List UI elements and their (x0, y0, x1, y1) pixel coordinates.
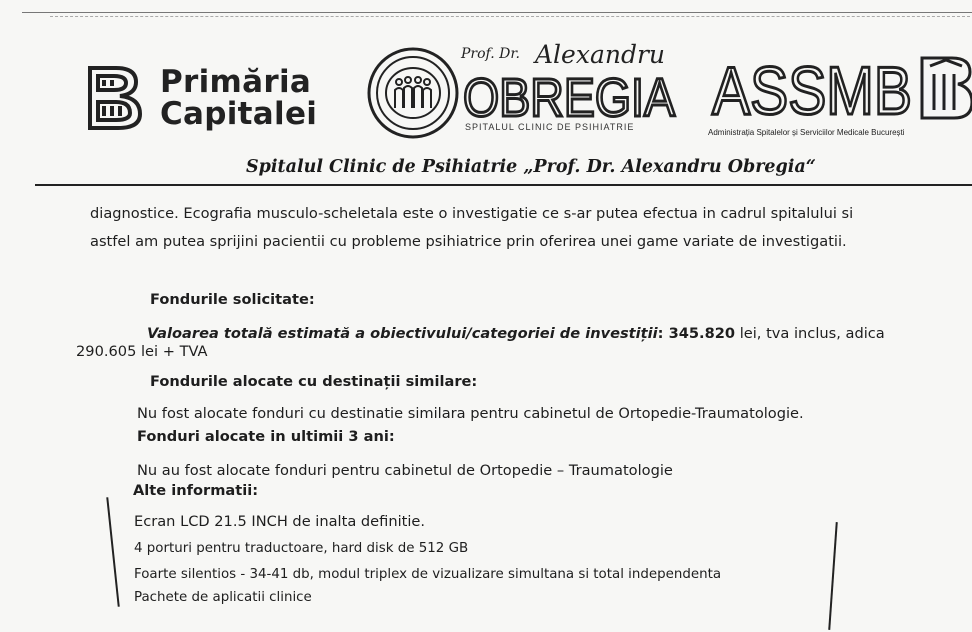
last3-years-heading: Fonduri alocate in ultimii 3 ani: (137, 428, 395, 445)
obregia-firstname: Alexandru (535, 40, 666, 69)
intro-line-2: astfel am putea sprijini pacientii cu probleme psihiatrice prin oferirea unei game variate de investigatii. (90, 233, 847, 250)
similar-funds-heading: Fondurile alocate cu destinații similare: (150, 373, 478, 390)
assmb-building-icon (922, 58, 972, 118)
obregia-prefix: Prof. Dr. (461, 46, 520, 62)
other-info-heading: Alte informatii: (133, 482, 259, 499)
other-info-item: Foarte silentios - 34-41 db, modul triplex de vizualizare simultana si total independenta (134, 567, 722, 582)
total-value-line: Valoarea totală estimată a obiectivului/categoriei de investiții: 345.820 lei, tva inclus, adica (147, 325, 885, 342)
page-top-edge-dashed (50, 16, 970, 17)
total-value-amount: 345.820 (668, 325, 736, 342)
assmb-subtitle: Administrația Spitalelor și Serviciilor Medicale București (708, 128, 905, 137)
header-divider (35, 184, 972, 186)
total-value-line-2: 290.605 lei + TVA (76, 343, 208, 360)
assmb-wordmark: ASSMB (712, 53, 912, 126)
obregia-subtitle: SPITALUL CLINIC DE PSIHIATRIE (465, 122, 635, 132)
other-info-item: Pachete de aplicatii clinice (134, 590, 312, 605)
margin-bracket-left (106, 497, 119, 607)
similar-funds-text: Nu fost alocate fonduri cu destinatie similara pentru cabinetul de Ortopedie-Traumatologie. (137, 405, 804, 422)
hospital-title: Spitalul Clinic de Psihiatrie „Prof. Dr. Alexandru Obregia“ (246, 157, 816, 177)
page-top-edge (22, 12, 972, 13)
primaria-emblem-icon (84, 62, 146, 134)
margin-bracket-right (828, 522, 838, 630)
primaria-capitalei-logo (84, 62, 318, 142)
other-info-item: Ecran LCD 21.5 INCH de inalta definitie. (134, 513, 426, 530)
intro-line-1: diagnostice. Ecografia musculo-scheletala este o investigatie ce s-ar putea efectua in cadrul spitalului si (90, 205, 854, 222)
funds-requested-heading: Fondurile solicitate: (150, 291, 315, 308)
primaria-wordmark (160, 66, 317, 130)
total-value-rest: lei, tva inclus, adica (735, 325, 885, 342)
primaria-line1: Primăria (160, 64, 312, 100)
primaria-line2: Capitalei (160, 96, 318, 132)
obregia-wordmark-graphic (461, 68, 681, 122)
total-value-label: Valoarea totală estimată a obiectivului/categoriei de investiții (147, 325, 658, 342)
obregia-wordmark: OBREGIA (463, 68, 675, 122)
last3-years-text: Nu au fost alocate fonduri pentru cabinetul de Ortopedie – Traumatologie (137, 462, 673, 479)
assmb-logo (708, 48, 972, 143)
assmb-wordmark-graphic (708, 48, 972, 126)
obregia-emblem-icon (365, 44, 461, 142)
obregia-logo (365, 42, 685, 142)
other-info-item: 4 porturi pentru traductoare, hard disk de 512 GB (134, 541, 469, 556)
